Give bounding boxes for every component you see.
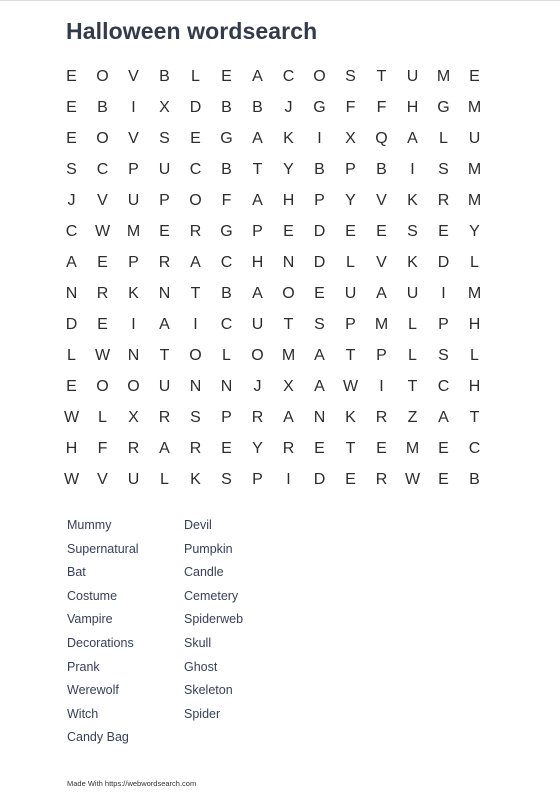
grid-cell: S xyxy=(66,160,77,178)
grid-cell: T xyxy=(190,284,201,302)
grid-cell: K xyxy=(283,129,294,147)
grid-cell: W xyxy=(94,346,111,364)
word-list-item: Mummy xyxy=(67,518,112,532)
grid-cell: D xyxy=(313,253,326,271)
grid-cell: E xyxy=(438,470,449,488)
grid-cell: O xyxy=(96,377,109,395)
grid-cell: A xyxy=(314,346,325,364)
word-list-item: Spider xyxy=(184,706,221,721)
grid-cell: N xyxy=(220,377,233,395)
grid-cell: X xyxy=(159,98,170,116)
grid-cell: C xyxy=(65,222,78,240)
grid-cell: G xyxy=(313,98,326,116)
grid-cell: M xyxy=(405,439,420,457)
grid-cell: R xyxy=(282,439,295,457)
grid-cell: O xyxy=(282,284,295,302)
word-list xyxy=(67,514,304,750)
grid-cell: G xyxy=(220,129,233,147)
grid-cell: E xyxy=(66,98,77,116)
grid-cell: U xyxy=(251,315,264,333)
grid-cell: O xyxy=(96,67,109,85)
grid-cell: U xyxy=(344,284,357,302)
grid-cell: S xyxy=(438,346,449,364)
grid-cell: D xyxy=(313,222,326,240)
grid-cell: I xyxy=(410,160,415,178)
grid-cell: Y xyxy=(283,160,294,178)
grid-cell: O xyxy=(189,346,202,364)
grid-cell: I xyxy=(131,315,136,333)
grid-cell: C xyxy=(220,315,233,333)
grid-cell: W xyxy=(94,222,111,240)
grid-cell: R xyxy=(96,284,109,302)
grid-cell: V xyxy=(97,470,108,488)
grid-cell: A xyxy=(376,284,387,302)
grid-cell: E xyxy=(221,67,232,85)
grid-cell: I xyxy=(131,98,136,116)
grid-cell: F xyxy=(345,98,356,116)
grid-cell: J xyxy=(284,98,293,116)
grid-cell: L xyxy=(408,346,417,364)
grid-cell: F xyxy=(97,439,108,457)
grid-cell: B xyxy=(159,67,170,85)
grid-cell: W xyxy=(342,377,359,395)
grid-cell: S xyxy=(438,160,449,178)
grid-cell: M xyxy=(374,315,389,333)
grid-cell: M xyxy=(281,346,296,364)
grid-cell: B xyxy=(97,98,108,116)
grid-cell: R xyxy=(189,222,202,240)
grid-cell: P xyxy=(438,315,449,333)
grid-cell: S xyxy=(159,129,170,147)
word-list-item: Werewolf xyxy=(67,683,119,698)
grid-cell: G xyxy=(437,98,450,116)
grid-cell: K xyxy=(407,191,418,209)
grid-cell: A xyxy=(252,191,263,209)
word-list-item: Witch xyxy=(67,706,99,721)
grid-cell: B xyxy=(314,160,325,178)
grid-cell: B xyxy=(221,284,232,302)
grid-cell: E xyxy=(97,315,108,333)
grid-cell: E xyxy=(376,222,387,240)
grid-cell: A xyxy=(252,284,263,302)
grid-cell: V xyxy=(97,191,108,209)
word-list-item: Vampire xyxy=(67,612,113,627)
grid-cell: I xyxy=(193,315,198,333)
grid-cell: V xyxy=(376,253,387,271)
grid-cell: K xyxy=(128,284,139,302)
grid-cell: N xyxy=(158,284,171,302)
grid-cell: A xyxy=(159,439,170,457)
grid-cell: S xyxy=(190,408,201,426)
grid-cell: J xyxy=(253,377,262,395)
letter-grid xyxy=(56,61,490,495)
grid-cell: O xyxy=(96,129,109,147)
grid-cell: N xyxy=(189,377,202,395)
word-list-item: Candle xyxy=(184,565,224,580)
grid-cell: S xyxy=(221,470,232,488)
grid-cell: X xyxy=(128,408,139,426)
grid-cell: E xyxy=(97,253,108,271)
grid-cell: H xyxy=(468,377,481,395)
grid-cell: A xyxy=(407,129,418,147)
grid-cell: T xyxy=(469,408,480,426)
grid-cell: C xyxy=(468,439,481,457)
grid-cell: E xyxy=(345,222,356,240)
grid-cell: C xyxy=(189,160,202,178)
grid-cell: T xyxy=(345,439,356,457)
grid-cell: E xyxy=(66,129,77,147)
grid-cell: D xyxy=(313,470,326,488)
grid-cell: P xyxy=(252,222,263,240)
grid-cell: L xyxy=(470,253,479,271)
grid-cell: S xyxy=(345,67,356,85)
grid-cell: N xyxy=(127,346,140,364)
grid-cell: T xyxy=(407,377,418,395)
grid-cell: U xyxy=(127,470,140,488)
grid-cell: L xyxy=(346,253,355,271)
grid-cell: U xyxy=(406,284,419,302)
grid-cell: W xyxy=(404,470,421,488)
word-list-item: Costume xyxy=(67,588,118,603)
grid-cell: J xyxy=(67,191,76,209)
word-list-item: Candy Bag xyxy=(67,730,129,745)
word-list-item: Cemetery xyxy=(184,588,239,603)
grid-cell: A xyxy=(159,315,170,333)
grid-cell: S xyxy=(314,315,325,333)
grid-cell: R xyxy=(375,408,388,426)
grid-cell: D xyxy=(65,315,78,333)
grid-cell: D xyxy=(437,253,450,271)
grid-cell: M xyxy=(436,67,451,85)
grid-cell: K xyxy=(407,253,418,271)
grid-cell: M xyxy=(467,284,482,302)
grid-cell: O xyxy=(251,346,264,364)
grid-cell: E xyxy=(438,439,449,457)
grid-cell: A xyxy=(252,129,263,147)
grid-cell: L xyxy=(98,408,107,426)
word-list-item: Skull xyxy=(184,635,212,650)
grid-cell: Q xyxy=(375,129,388,147)
grid-cell: M xyxy=(467,191,482,209)
grid-cell: N xyxy=(282,253,295,271)
grid-cell: V xyxy=(128,67,139,85)
grid-cell: T xyxy=(283,315,294,333)
grid-cell: U xyxy=(158,160,171,178)
grid-cell: B xyxy=(376,160,387,178)
grid-cell: R xyxy=(251,408,264,426)
grid-cell: Y xyxy=(252,439,263,457)
grid-cell: E xyxy=(376,439,387,457)
grid-cell: E xyxy=(283,222,294,240)
grid-cell: R xyxy=(127,439,140,457)
grid-cell: F xyxy=(221,191,232,209)
grid-cell: O xyxy=(313,67,326,85)
grid-cell: P xyxy=(252,470,263,488)
grid-cell: X xyxy=(283,377,294,395)
grid-cell: E xyxy=(221,439,232,457)
grid-cell: W xyxy=(63,470,80,488)
grid-cell: L xyxy=(67,346,76,364)
grid-cell: Y xyxy=(469,222,480,240)
grid-cell: P xyxy=(314,191,325,209)
grid-cell: C xyxy=(220,253,233,271)
grid-cell: R xyxy=(189,439,202,457)
grid-cell: K xyxy=(190,470,201,488)
grid-cell: R xyxy=(158,408,171,426)
grid-cell: X xyxy=(345,129,356,147)
grid-cell: C xyxy=(282,67,295,85)
grid-cell: I xyxy=(317,129,322,147)
grid-cell: H xyxy=(251,253,264,271)
grid-cell: P xyxy=(128,253,139,271)
word-list-item: Ghost xyxy=(184,659,218,674)
grid-cell: O xyxy=(189,191,202,209)
grid-cell: P xyxy=(128,160,139,178)
grid-cell: A xyxy=(66,253,77,271)
grid-cell: N xyxy=(313,408,326,426)
grid-cell: P xyxy=(376,346,387,364)
grid-cell: B xyxy=(221,160,232,178)
grid-cell: I xyxy=(379,377,384,395)
grid-cell: A xyxy=(190,253,201,271)
grid-cell: P xyxy=(345,160,356,178)
grid-cell: B xyxy=(252,98,263,116)
grid-cell: A xyxy=(314,377,325,395)
grid-cell: L xyxy=(408,315,417,333)
grid-cell: O xyxy=(127,377,140,395)
grid-cell: L xyxy=(470,346,479,364)
grid-cell: C xyxy=(437,377,450,395)
grid-cell: U xyxy=(127,191,140,209)
grid-cell: G xyxy=(220,222,233,240)
grid-cell: B xyxy=(221,98,232,116)
grid-cell: S xyxy=(407,222,418,240)
grid-cell: T xyxy=(252,160,263,178)
word-list-item: Devil xyxy=(184,518,212,532)
grid-cell: T xyxy=(159,346,170,364)
grid-cell: C xyxy=(96,160,109,178)
grid-cell: E xyxy=(159,222,170,240)
word-list-item: Prank xyxy=(67,659,100,674)
grid-cell: Z xyxy=(407,408,418,426)
grid-cell: T xyxy=(376,67,387,85)
grid-cell: U xyxy=(468,129,481,147)
grid-cell: H xyxy=(406,98,419,116)
grid-cell: V xyxy=(376,191,387,209)
grid-cell: K xyxy=(345,408,356,426)
grid-cell: V xyxy=(128,129,139,147)
grid-cell: E xyxy=(190,129,201,147)
grid-cell: L xyxy=(222,346,231,364)
grid-cell: Y xyxy=(345,191,356,209)
word-list-item: Spiderweb xyxy=(184,612,244,627)
page-title: Halloween wordsearch xyxy=(66,18,318,44)
grid-cell: R xyxy=(437,191,450,209)
grid-cell: E xyxy=(314,284,325,302)
grid-cell: E xyxy=(314,439,325,457)
grid-cell: R xyxy=(158,253,171,271)
grid-cell: P xyxy=(221,408,232,426)
grid-cell: M xyxy=(467,98,482,116)
grid-cell: F xyxy=(376,98,387,116)
grid-cell: W xyxy=(63,408,80,426)
grid-cell: U xyxy=(406,67,419,85)
footer-credit: Made With https://webwordsearch.com xyxy=(67,779,197,788)
grid-cell: M xyxy=(126,222,141,240)
grid-cell: P xyxy=(345,315,356,333)
grid-cell: H xyxy=(65,439,78,457)
grid-cell: H xyxy=(282,191,295,209)
word-list-item: Skeleton xyxy=(184,683,233,698)
grid-cell: T xyxy=(345,346,356,364)
word-list-item: Decorations xyxy=(67,635,134,650)
grid-cell: P xyxy=(159,191,170,209)
grid-cell: R xyxy=(375,470,388,488)
grid-cell: E xyxy=(438,222,449,240)
grid-cell: I xyxy=(286,470,291,488)
grid-cell: E xyxy=(66,67,77,85)
grid-cell: E xyxy=(66,377,77,395)
grid-cell: M xyxy=(467,160,482,178)
grid-cell: A xyxy=(438,408,449,426)
grid-cell: D xyxy=(189,98,202,116)
grid-cell: E xyxy=(345,470,356,488)
grid-cell: N xyxy=(65,284,78,302)
grid-cell: A xyxy=(283,408,294,426)
top-divider xyxy=(0,0,560,1)
word-list-item: Supernatural xyxy=(67,541,139,556)
grid-cell: B xyxy=(469,470,480,488)
grid-cell: E xyxy=(469,67,480,85)
word-list-item: Pumpkin xyxy=(184,541,233,556)
grid-cell: L xyxy=(191,67,200,85)
grid-cell: A xyxy=(252,67,263,85)
word-list-item: Bat xyxy=(67,565,86,580)
grid-cell: L xyxy=(439,129,448,147)
grid-cell: L xyxy=(160,470,169,488)
grid-cell: H xyxy=(468,315,481,333)
grid-cell: I xyxy=(441,284,446,302)
grid-cell: U xyxy=(158,377,171,395)
